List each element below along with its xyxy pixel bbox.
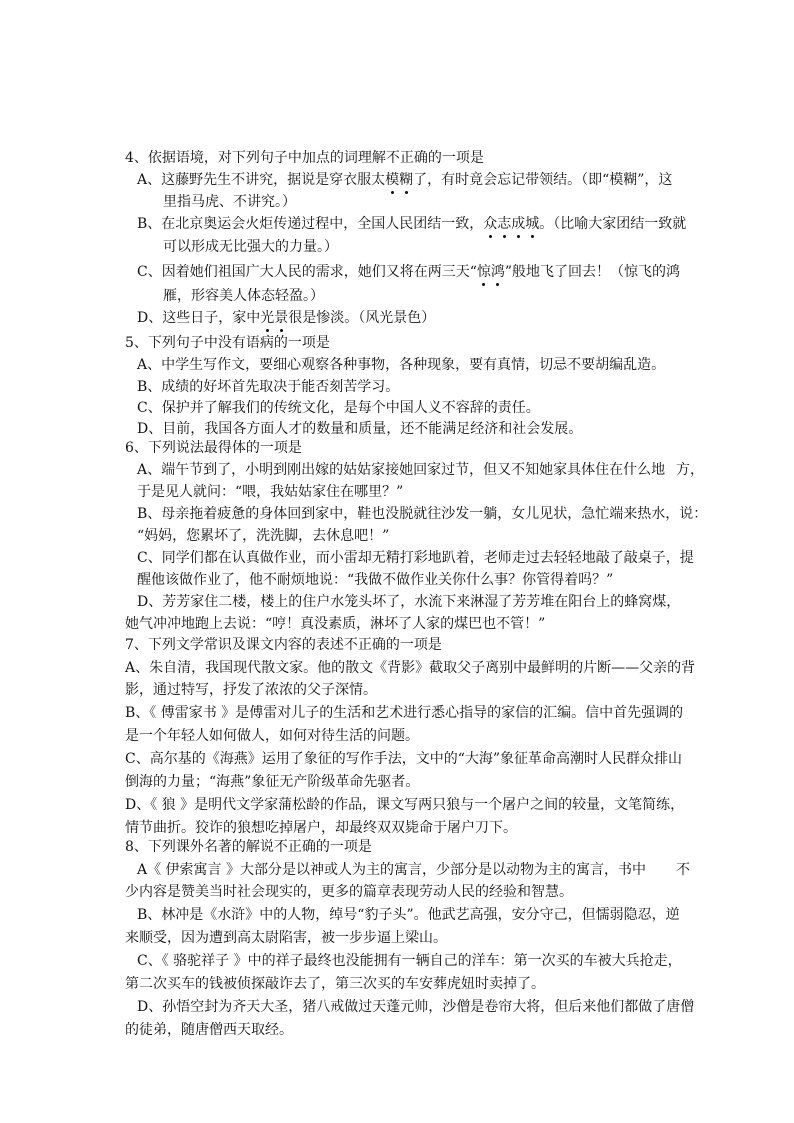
question-7-option-b-cont: 是一个年轻人如何做人，如何对待生活的问题。 <box>125 728 419 744</box>
question-8-option-a: A《 伊索寓言 》大部分是以神或人为主的寓言，少部分是以动物为主的寓言，书中 <box>137 862 647 878</box>
question-8-option-d: D、孙悟空封为齐天大圣，猪八戒做过天蓬元帅，沙僧是卷帘大将，但后来他们都做了唐僧 <box>137 999 695 1015</box>
question-4-option-b-cont: 可以形成无比强大的力量。） <box>163 239 338 255</box>
question-7-option-d-cont: 情节曲折。狡诈的狼想吃掉屠户，却最终双双毙命于屠户刀下。 <box>125 820 517 836</box>
question-7-option-a: A、朱自清，我国现代散文家。他的散文《背影》截取父子离别中最鲜明的片断——父亲的背 <box>125 660 696 676</box>
question-7-option-c: C、高尔基的《海燕》运用了象征的写作手法，文中的“大海”象征革命高潮时人民群众排山 <box>125 751 683 767</box>
question-4-option-a-cont: 里指马虎、不讲究。） <box>163 194 296 210</box>
question-4-option-a: A、这藤野先生不讲究，据说是穿衣服太模糊了，有时竟会忘记带领结。（即“模糊”，这 <box>137 172 673 188</box>
question-5-stem: 5、下列句子中没有语病的一项是 <box>125 335 330 351</box>
question-6-option-c-cont: 醒他该做作业了，他不耐烦地说：“我做不做作业关你什么事？你管得着吗？” <box>137 572 614 588</box>
question-6-option-d: D、芳芳家住二楼，楼上的住户水笼头坏了，水流下来淋湿了芳芳堆在阳台上的蜂窝煤， <box>137 594 681 610</box>
question-6-option-d-cont: 她气冲冲地跑上去说：“哼！真没素质，淋坏了人家的煤巴也不管！” <box>125 616 546 632</box>
question-8-option-c: C、《 骆驼祥子 》中的祥子最终也没能拥有一辆自己的洋车：第一次买的车被大兵抢走， <box>137 953 682 969</box>
question-4-option-c-cont: 雁，形容美人体态轻盈。） <box>163 288 324 304</box>
question-6-stem: 6、下列说法最得体的一项是 <box>125 440 302 456</box>
question-5-option-d: D、目前，我国各方面人才的数量和质量，还不能满足经济和社会发展。 <box>137 421 583 437</box>
question-8-option-a-cont: 少内容是赞美当时社会现实的，更多的篇章表现劳动人民的经验和智慧。 <box>125 884 573 900</box>
question-8-stem: 8、下列课外名著的解说不正确的一项是 <box>125 839 372 855</box>
question-7-option-b: B、《 傅雷家书 》是傅雷对儿子的生活和艺术进行悉心指导的家信的汇编。信中首先强调的 <box>125 705 684 721</box>
question-4-option-d: D、这些日子，家中光景很是惨淡。（风光景色） <box>137 310 436 326</box>
question-8-option-b: B、林冲是《水浒》中的人物，绰号“豹子头”。他武艺高强，安分守己，但懦弱隐忍，逆 <box>137 907 680 923</box>
question-7-option-d: D、《 狼 》是明代文学家蒲松龄的作品，课文写两只狼与一个屠户之间的较量，文笔简练， <box>125 797 685 813</box>
emphasized-word: 众志成城 <box>483 216 540 232</box>
question-5-option-b: B、成绩的好坏首先取决于能否刻苦学习。 <box>137 379 400 395</box>
question-5-option-a: A、中学生写作文，要细心观察各种事物，各种现象，要有真情，切忌不要胡编乱造。 <box>137 357 666 373</box>
emphasized-word: 模糊 <box>385 172 414 188</box>
question-4-option-c: C、因着她们祖国广大人民的需求，她们又将在两三天“惊鸿”般地飞了回去！（惊飞的鸿 <box>137 264 681 280</box>
question-6-option-a-cont: 于是见人就问：“喂，我姑姑家住在哪里？” <box>137 484 404 500</box>
question-8-option-d-cont: 的徒弟，随唐僧西天取经。 <box>125 1022 293 1038</box>
question-8-option-c-cont: 第二次买车的钱被侦探敲诈去了，第三次买的车安葬虎妞时卖掉了。 <box>125 976 545 992</box>
question-7-option-a-cont: 影，通过特写，抒发了浓浓的父子深情。 <box>125 682 377 698</box>
question-6-option-b: B、母亲拖着疲惫的身体回到家中，鞋也没脱就往沙发一躺，女儿见状，急忙端来热水，说： <box>137 506 708 522</box>
question-6-option-c: C、同学们都在认真做作业，而小雷却无精打彩地趴着，老师走过去轻轻地敲了敲桌子，提 <box>137 550 694 566</box>
question-4-stem: 4、依据语境，对下列句子中加点的词理解不正确的一项是 <box>125 150 484 166</box>
question-8-option-a-tail: 不 <box>676 862 690 878</box>
question-5-option-c: C、保护并了解我们的传统文化，是每个中国人义不容辞的责任。 <box>137 400 540 416</box>
question-6-option-b-cont: “妈妈，您累坏了，洗洗脚，去休息吧！” <box>137 528 390 544</box>
emphasized-word: 惊鸿 <box>476 264 505 280</box>
question-4-option-b: B、在北京奥运会火炬传递过程中，全国人民团结一致，众志成城。（比喻大家团结一致就 <box>137 216 687 232</box>
question-7-option-c-cont: 倒海的力量；“海燕”象征无产阶级革命先驱者。 <box>125 774 420 790</box>
question-7-stem: 7、下列文学常识及课文内容的表述不正确的一项是 <box>125 637 442 653</box>
question-6-option-a: A、端午节到了，小明到刚出嫁的姑姑家接她回家过节，但又不知她家具体住在什么地 <box>137 462 666 478</box>
question-6-option-a-tail: 方， <box>676 462 704 478</box>
question-8-option-b-cont: 来顺受，因为遭到高太尉陷害，被一步步逼上梁山。 <box>125 930 447 946</box>
emphasized-word: 光景 <box>260 310 289 326</box>
